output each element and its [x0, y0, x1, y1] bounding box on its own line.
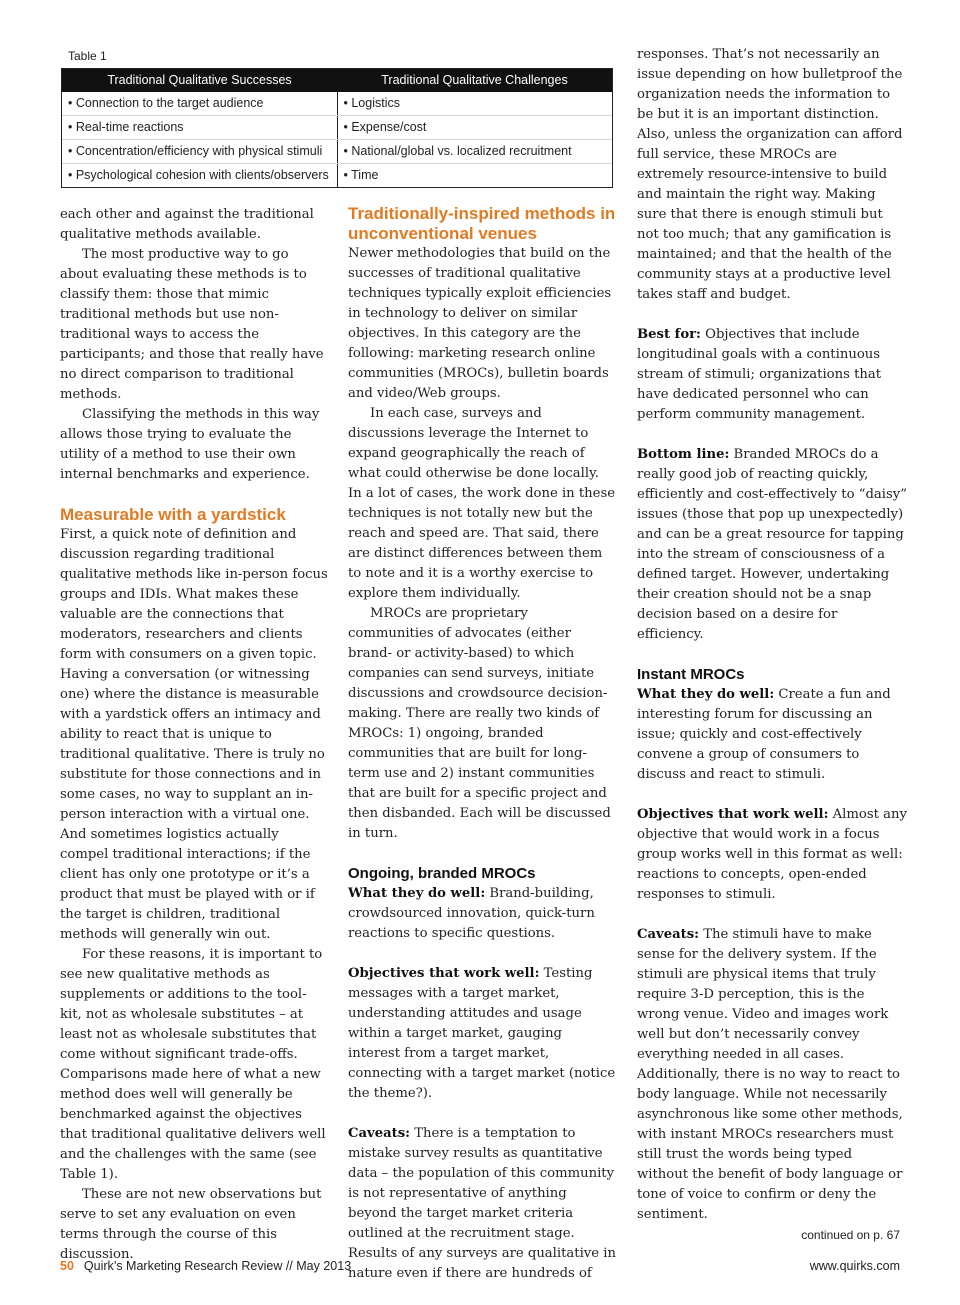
paragraph: Newer methodologies that build on the successes of traditional qualitative techniques typically exploit efficiencies in technology to deliver on similar objectives. In this category are the following: marketing research online communities (MROCs), bulletin boards and video/Web groups. — [348, 246, 612, 401]
run-in-label: Bottom line: — [637, 447, 730, 462]
run-in-text: The stimuli have to make sense for the delivery system. If the stimuli are physical items that truly require 3-D perception, this is the wrong venue. Video and images work well but don’t necessarily convey everything needed in all cases. Additionally, there is no way to react to body language. While not necessarily asynchronous like some other methods, with instant MROCs researchers must still trust the words being typed without the benefit of body language or tone of voice to confirm or deny the sentiment. — [637, 927, 903, 1222]
run-in-label: What they do well: — [348, 886, 486, 901]
subsection-heading: Ongoing, branded MROCs — [348, 865, 536, 882]
run-in-text: Branded MROCs do a really good job of reacting quickly, efficiently and cost-effectively to “daisy” issues (those that pop up unexpectedly) and can be a great resource for tapping into the stream of consciousness of a defined target. However, undertaking their creation should not be a snap decision based on a desire for efficiency. — [637, 447, 907, 642]
table-cell: • Concentration/efficiency with physical stimuli — [62, 140, 338, 163]
comparison-table — [61, 68, 613, 188]
article-column-3 — [637, 45, 907, 1225]
paragraph — [637, 925, 907, 1225]
table-cell: • Logistics — [343, 96, 400, 110]
table-cell: • Expense/cost — [343, 120, 427, 134]
article-column-1 — [60, 205, 328, 1265]
subsection-heading: Instant MROCs — [637, 666, 745, 683]
article-column-2 — [348, 204, 616, 1284]
table-row — [62, 163, 612, 187]
run-in-label: What they do well: — [637, 687, 775, 702]
paragraph — [637, 445, 907, 645]
paragraph: These are not new observations but serve to set any evaluation on even terms through the course of this discussion. — [60, 1187, 322, 1262]
table-header-challenges: Traditional Qualitative Challenges — [381, 73, 568, 87]
paragraph: Classifying the methods in this way allows those trying to evaluate the utility of a method to use their own internal benchmarks and experience. — [60, 407, 320, 482]
paragraph: responses. That’s not necessarily an issue depending on how bulletproof the organization needs the information to be but it is an important distinction. Also, unless the organization can afford full service, these MROCs are extremely resource-intensive to build and maintain the right way. Making sure that there is enough stimuli but not too much; that any gamification is maintained; and that the health of the community stays at a productive level takes staff and budget. — [637, 47, 903, 302]
table-cell: • National/global vs. localized recruitment — [343, 144, 572, 158]
paragraph — [637, 325, 907, 425]
paragraph: MROCs are proprietary communities of advocates (either brand- or activity-based) to which companies can send surveys, initiate discussions and crowdsource decision-making. There are really two kinds of MROCs: 1) ongoing, branded communities that are built for long-term use and 2) instant communities that are built for a specific project and then disbanded. Each will be discussed in turn. — [348, 606, 611, 841]
page-number: 50 — [60, 1259, 74, 1273]
paragraph — [637, 685, 907, 785]
paragraph — [348, 1124, 616, 1284]
footer-url: www.quirks.com — [809, 1259, 900, 1273]
run-in-text: Almost any objective that would work in a focus group works well in this format as well: reactions to concepts, open-ended responses to stimuli. — [637, 807, 907, 902]
run-in-label: Objectives that work well: — [637, 807, 829, 822]
continued-note: continued on p. 67 — [801, 1228, 900, 1242]
paragraph: The most productive way to go about evaluating these methods is to classify them: those that mimic traditional methods but use non-traditional ways to access the participants; and those that really have no direct comparison to traditional methods. — [60, 247, 324, 402]
paragraph — [348, 964, 616, 1104]
table-row — [62, 92, 612, 115]
publication-name: Quirk’s Marketing Research Review // May 2013 — [83, 1259, 352, 1273]
section-heading: Measurable with a yardstick — [60, 505, 286, 524]
paragraph: First, a quick note of definition and discussion regarding traditional qualitative methods like in-person focus groups and IDIs. What makes these valuable are the connections that moderators, researchers and clients form with consumers on a given topic. Having a conversation (or witnessing one) where the distance is measurable with a yardstick offers an intimacy and ability to react that is unique to traditional qualitative. There is truly no substitute for those connections and in some cases, no way to supplant an in-person interaction with a virtual one. And sometimes logistics actually compel traditional interactions; if the client has only one prototype or it’s a product that must be played with or if the target is children, traditional methods will generally win out. — [60, 527, 328, 942]
table-cell: • Psychological cohesion with clients/observers — [62, 164, 338, 187]
table-cell: • Connection to the target audience — [62, 92, 338, 115]
paragraph — [348, 884, 616, 944]
run-in-text: There is a temptation to mistake survey results as quantitative data – the population of this community is not representative of anything beyond the target market criteria outlined at the recruitment stage. Results of any surveys are qualitative in nature even if there are hundreds of — [348, 1126, 616, 1281]
table-row — [62, 115, 612, 139]
run-in-text: Brand-building, crowdsourced innovation, quick-turn reactions to specific questions. — [348, 886, 595, 941]
paragraph: each other and against the traditional qualitative methods available. — [60, 207, 314, 242]
run-in-text: Objectives that include longitudinal goals with a continuous stream of stimuli; organizations that have dedicated personnel who can perform community management. — [637, 327, 882, 422]
table-cell: • Real-time reactions — [62, 116, 338, 139]
run-in-label: Caveats: — [348, 1126, 411, 1141]
run-in-label: Objectives that work well: — [348, 966, 540, 981]
run-in-label: Caveats: — [637, 927, 700, 942]
run-in-text: Testing messages with a target market, understanding attitudes and usage within a target market, gauging interest from a target market, connecting with a target market (notice the theme?). — [348, 966, 616, 1101]
table-header — [62, 69, 612, 92]
run-in-text: Create a fun and interesting forum for discussing an issue; quickly and cost-effectively convene a group of consumers to discuss and react to stimuli. — [637, 687, 891, 782]
run-in-label: Best for: — [637, 327, 701, 342]
table-cell: • Time — [343, 168, 379, 182]
table-label: Table 1 — [68, 49, 107, 63]
paragraph: For these reasons, it is important to see new qualitative methods as supplements or additions to the tool-kit, not as wholesale substitutes – at least not as wholesale substitutes that come without significant trade-offs. Comparisons made here of what a new method does well will generally be benchmarked against the objectives that traditional qualitative delivers well and the challenges with the same (see Table 1). — [60, 947, 326, 1182]
section-heading: Traditionally-inspired methods in unconventional venues — [348, 204, 616, 243]
paragraph — [637, 805, 907, 905]
page-footer-left — [60, 1259, 351, 1273]
table-row — [62, 139, 612, 163]
table-header-successes: Traditional Qualitative Successes — [107, 73, 292, 87]
paragraph: In each case, surveys and discussions leverage the Internet to expand geographically the reach of what could otherwise be done locally. In a lot of cases, the work done in these techniques is not totally new but the reach and speed are. That said, there are distinct differences between them to note and it is a worthy exercise to explore them individually. — [348, 406, 616, 601]
